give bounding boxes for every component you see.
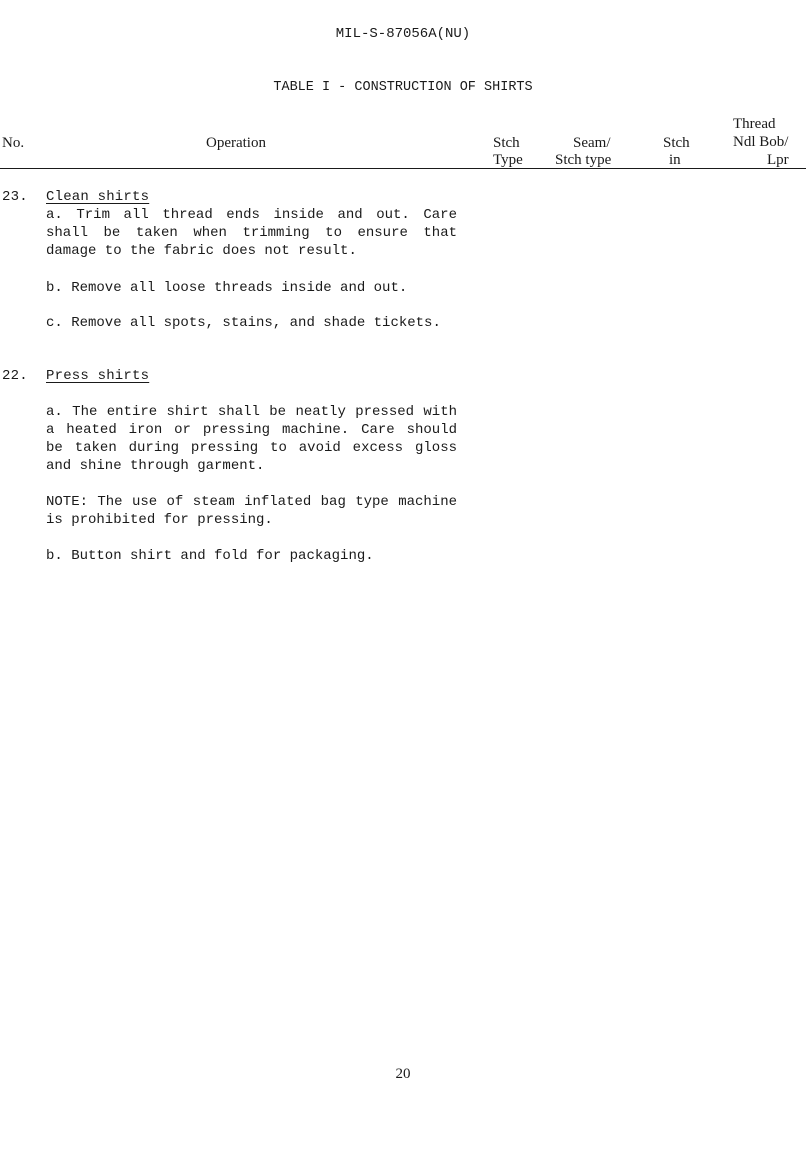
column-header-seam-line1: Seam/ <box>573 135 611 151</box>
table-title: TABLE I - CONSTRUCTION OF SHIRTS <box>273 80 533 95</box>
page-number: 20 <box>395 1066 411 1082</box>
column-header-thread-line2: Ndl Bob/ <box>733 134 789 150</box>
column-header-stch-type-line1: Stch <box>493 135 520 151</box>
item-note: NOTE: The use of steam inflated bag type machine is prohibited for pressing. <box>46 494 457 528</box>
column-header-stch-in-line1: Stch <box>663 135 690 151</box>
column-header-stch-type-line2: Type <box>493 152 523 168</box>
item-paragraph: b. Button shirt and fold for packaging. <box>46 548 374 564</box>
column-header-thread-line3: Lpr <box>767 152 789 168</box>
column-header-thread-line1: Thread <box>733 116 776 132</box>
column-header-seam-line2: Stch type <box>555 152 612 168</box>
column-header-no: No. <box>2 135 25 151</box>
item-number: 22. <box>2 368 28 384</box>
item-title: Press shirts <box>46 368 150 384</box>
item-title: Clean shirts <box>46 189 150 205</box>
item-paragraph: a. The entire shirt shall be neatly pressed with a heated iron or pressing machine. Care should be taken during pressing to avoid excess gloss and shine through garment. <box>46 404 457 474</box>
item-number: 23. <box>2 189 28 205</box>
header-rule <box>0 168 806 169</box>
item-paragraph: a. Trim all thread ends inside and out. Care shall be taken when trimming to ensure that damage to the fabric does not result. <box>46 207 457 259</box>
item-paragraph: b. Remove all loose threads inside and out. <box>46 280 408 296</box>
document-id: MIL-S-87056A(NU) <box>335 26 471 42</box>
column-header-operation: Operation <box>206 135 266 151</box>
column-header-stch-in-line2: in <box>669 152 681 168</box>
item-paragraph: c. Remove all spots, stains, and shade tickets. <box>46 315 441 331</box>
